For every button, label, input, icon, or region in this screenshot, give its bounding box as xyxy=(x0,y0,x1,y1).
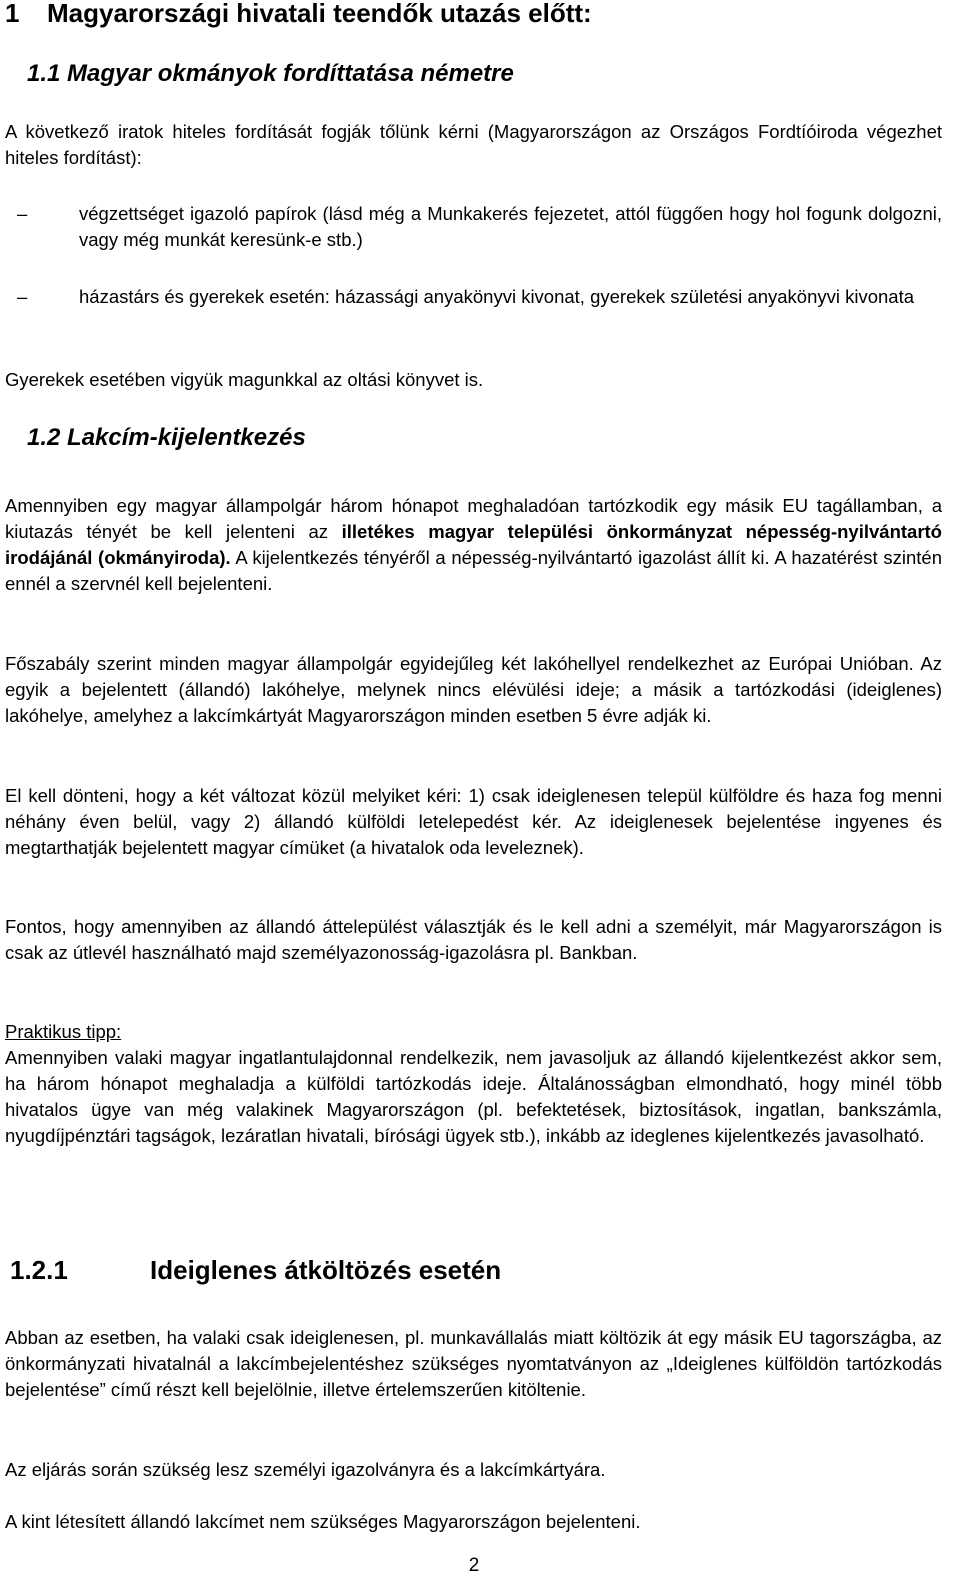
deregistration-text-a: Amennyiben egy magyar állampolgár három hónapot meghaladóan tartózkodik egy másik EU tagállamban, a kiutazás tényét be kell jelenteni az xyxy=(5,495,942,542)
heading-1-2: 1.2 Lakcím-kijelentkezés xyxy=(27,424,306,451)
bullet-text: végzettséget igazoló papírok (lásd még a Munkakerés fejezetet, attól függően hogy hol fogunk dolgozni, vagy még munkát keresünk-e stb.) xyxy=(79,203,942,250)
passport-paragraph: Fontos, hogy amennyiben az állandó áttelepülést választják és le kell adni a személyit, már Magyarországon is csak az útlevél használható majd személyazonosság-igazolásra pl. Bankban. xyxy=(5,916,942,963)
heading-1 xyxy=(5,0,592,29)
heading-1-title: Magyarországi hivatali teendők utazás előtt: xyxy=(47,0,592,28)
abroad-address-paragraph: A kint létesített állandó lakcímet nem szükséges Magyarországon bejelenteni. xyxy=(5,1511,641,1532)
tip-label: Praktikus tipp: xyxy=(5,1021,122,1042)
authority-name: illetékes magyar települési önkormányzat népesség-nyilvántartó irodájánál (okmányiroda). xyxy=(5,521,942,568)
page-number: 2 xyxy=(468,1555,480,1576)
bullet-dash: – xyxy=(17,203,28,224)
vaccination-note: Gyerekek esetében vigyük magunkkal az oltási könyvet is. xyxy=(5,369,484,390)
residence-rule-paragraph: Főszabály szerint minden magyar állampolgár egyidejűleg két lakóhellyel rendelkezhet az Európai Unióban. Az egyik a bejelentett (állandó) lakóhelye, melynek nincs elévülési ideje; a másik a tartózkodási (ideiglenes) lakóhelye, amelyhez a lakcímkártyát Magyarországon minden esetben 5 évre adják ki. xyxy=(5,653,942,726)
heading-1-2-1-number: 1.2.1 xyxy=(10,1255,68,1285)
intro-paragraph: A következő iratok hiteles fordítását fogják tőlünk kérni (Magyarországon az Országos Fordtíóiroda végezhet hiteles fordítást): xyxy=(5,121,942,168)
heading-1-2-1 xyxy=(10,1255,501,1286)
bullet-item-1 xyxy=(5,201,942,253)
bullet-dash: – xyxy=(17,286,28,307)
deregistration-paragraph xyxy=(5,493,942,597)
documents-needed-paragraph: Az eljárás során szükség lesz személyi igazolványra és a lakcímkártyára. xyxy=(5,1459,606,1480)
tip-paragraph: Amennyiben valaki magyar ingatlantulajdonnal rendelkezik, nem javasoljuk az állandó kijelentkezést akkor sem, ha három hónapot meghaladja a külföldi tartózkodás ideje. Általánosságban elmondható, hogy minél több hivatalos ügye van még valakinek Magyarországon (pl. befektetések, biztosítások, ingatlan, bankszámla, nyugdíjpénztári tagságok, lezáratlan hivatali, bírósági ügyek stb.), inkább az ideglenes kijelentkezés javasolható. xyxy=(5,1047,942,1146)
deregistration-text-b: A kijelentkezés tényéről a népesség-nyilvántartó igazolást állít ki. A hazatérést szintén ennél a szervnél kell bejelenteni. xyxy=(5,547,942,594)
choice-paragraph: El kell dönteni, hogy a két változat közül melyiket kéri: 1) csak ideiglenesen települ külföldre és haza fog menni néhány éven belül, vagy 2) állandó külföldi letelepedést kér. Az ideiglenesek bejelentése ingyenes és megtarthatják bejelentett magyar címüket (a hivatalok oda leveleznek). xyxy=(5,785,942,858)
bullet-item-2 xyxy=(5,284,942,310)
heading-1-2-1-title: Ideiglenes átköltözés esetén xyxy=(150,1255,502,1285)
heading-1-1: 1.1 Magyar okmányok fordíttatása németre xyxy=(27,60,514,87)
heading-1-number: 1 xyxy=(5,0,20,28)
bullet-text: házastárs és gyerekek esetén: házassági anyakönyvi kivonat, gyerekek születési anyakönyvi kivonata xyxy=(79,286,915,307)
temporary-move-paragraph: Abban az esetben, ha valaki csak ideiglenesen, pl. munkavállalás miatt költözik át egy másik EU tagországba, az önkormányzati hivatalnál a lakcímbejelentéshez szükséges nyomtatványon az „Ideiglenes külföldön tartózkodás bejelentése” című részt kell bejelölnie, illetve értelemszerűen kitöltenie. xyxy=(5,1327,942,1400)
